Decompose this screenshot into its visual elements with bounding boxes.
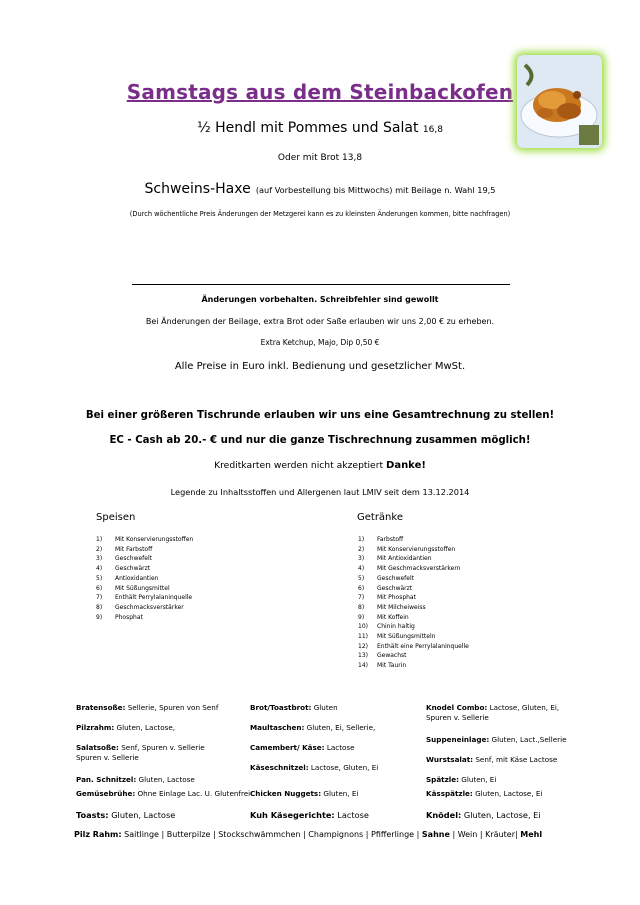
allergen-dish: Spätzle: xyxy=(426,775,460,784)
allergen-dish: Camembert/ Käse: xyxy=(250,743,325,752)
haxe-note: (auf Vorbestellung bis Mittwochs) mit Beilage n. Wahl 19,5 xyxy=(255,185,496,195)
speisen-legend-item xyxy=(96,574,193,584)
getraenke-legend-item xyxy=(358,564,469,574)
allergen-entry xyxy=(250,763,378,773)
allergen-value: Gluten, Lactose, xyxy=(114,723,176,732)
allergen-entry xyxy=(76,723,175,733)
allergen-entry xyxy=(250,723,375,733)
allergen-value: Sellerie, Spuren von Senf xyxy=(125,703,219,712)
credit-card-line xyxy=(0,460,640,471)
legend-text: Geschwefelt xyxy=(115,555,152,563)
legend-text: Mit Antioxidantien xyxy=(377,555,432,563)
group-bill-note: Bei einer größeren Tischrunde erlauben wir uns eine Gesamtrechnung zu stellen! xyxy=(85,410,555,421)
legend-number: 1) xyxy=(358,536,365,543)
legend-number: 7) xyxy=(96,594,103,602)
getraenke-legend-item xyxy=(358,545,469,555)
getraenke-legend-item xyxy=(358,584,469,594)
price-note: (Durch wöchentliche Preis Änderungen der Metzgerei kann es zu kleinsten Änderungen kommen, bitte nachfragen) xyxy=(129,210,511,218)
allergen-dish: Salatsoße: xyxy=(76,743,119,752)
changes-note: Änderungen vorbehalten. Schreibfehler sind gewollt xyxy=(201,295,439,304)
legend-number: 8) xyxy=(96,603,103,611)
legend-number: 5) xyxy=(96,574,103,582)
allergen-entry xyxy=(426,735,567,745)
legend-number: 7) xyxy=(358,594,365,602)
allergen-value: Ohne Einlage Lac. U. Glutenfrei xyxy=(135,789,251,798)
legend-text: Geschwärzt xyxy=(377,584,413,592)
legend-text: Geschwärzt xyxy=(115,565,151,573)
prices-incl-note: Alle Preise in Euro inkl. Bedienung und gesetzlicher MwSt. xyxy=(174,361,466,372)
legend-text: Antioxidantien xyxy=(115,574,159,582)
legend-text: Gewachst xyxy=(377,652,407,660)
allergen-entry xyxy=(250,789,358,799)
legend-title: Legende zu Inhaltsstoffen und Allergenen laut LMIV seit dem 13.12.2014 xyxy=(170,487,470,497)
divider xyxy=(132,284,510,285)
legend-text: Enthält Perrylalaninquelle xyxy=(115,594,193,602)
allergen-entry xyxy=(426,789,542,799)
getraenke-legend-item xyxy=(358,661,469,671)
allergen-value: Gluten, Ei xyxy=(321,789,359,798)
allergen-dish: Gemüsebrühe: xyxy=(76,789,136,798)
speisen-legend-item xyxy=(96,554,193,564)
allergen-entry xyxy=(426,703,559,723)
legend-text: Geschmacksverstärker xyxy=(115,603,184,611)
getraenke-legend-item xyxy=(358,622,469,632)
allergen-dish: Brot/Toastbrot: xyxy=(250,703,312,712)
allergen-value: Gluten, Lactose, Ei xyxy=(472,789,543,798)
allergen-entry xyxy=(250,810,369,820)
allergen-dish: Knodel Combo: xyxy=(426,703,488,712)
legend-number: 9) xyxy=(96,613,103,621)
legend-text: Mit Konservierungsstoffen xyxy=(115,536,194,543)
getraenke-legend-item xyxy=(358,554,469,564)
allergen-value: Senf, mit Käse Lactose xyxy=(473,755,558,764)
pilz-sahne: Sahne xyxy=(421,830,450,839)
pilz-rahm-line: Pilz Rahm: Saitlinge | Butterpilze | Stockschwämmchen | Champignons | Pfifferlinge | Sahne | Wein | Kräuter| Mehl xyxy=(74,830,543,839)
allergen-value-line2: Spuren v. Sellerie xyxy=(426,713,489,722)
haxe-label: Schweins-Haxe xyxy=(144,181,251,197)
legend-text: Enthält eine Perrylalaninquelle xyxy=(377,642,469,650)
legend-number: 4) xyxy=(358,565,365,573)
allergen-entry xyxy=(76,743,205,763)
legend-number: 3) xyxy=(358,555,365,563)
getraenke-legend-item xyxy=(358,632,469,642)
speisen-legend-item xyxy=(96,593,193,603)
getraenke-legend-item xyxy=(358,613,469,623)
legend-text: Geschwefelt xyxy=(377,574,414,582)
allergen-entry xyxy=(426,810,541,820)
getraenke-legend-item xyxy=(358,574,469,584)
hendl-line xyxy=(0,120,640,136)
speisen-legend-item xyxy=(96,545,193,555)
legend-number: 2) xyxy=(358,545,365,553)
allergen-value: Gluten, Lactose xyxy=(108,810,176,820)
allergen-dish: Pilzrahm: xyxy=(76,723,115,732)
getraenke-legend-item xyxy=(358,603,469,613)
legend-number: 8) xyxy=(358,603,365,611)
legend-number: 3) xyxy=(96,555,103,563)
allergen-entry xyxy=(426,755,557,765)
pilz-mehl: Mehl xyxy=(520,830,543,839)
allergen-value: Senf, Spuren v. Sellerie xyxy=(118,743,205,752)
allergen-entry xyxy=(250,743,355,753)
legend-text: Mit Taurin xyxy=(377,662,407,670)
allergen-dish: Knödel: xyxy=(426,810,462,820)
legend-number: 1) xyxy=(96,536,103,543)
page-title: Samstags aus dem Steinbackofen xyxy=(126,80,514,104)
getraenke-legend-list xyxy=(358,535,469,671)
speisen-legend-list xyxy=(96,535,193,622)
getraenke-legend-item xyxy=(358,535,469,545)
allergen-dish: Käseschnitzel: xyxy=(250,763,309,772)
allergen-entry xyxy=(76,703,218,713)
allergen-value: Gluten, Lact.,Sellerie xyxy=(489,735,567,744)
allergen-dish: Kuh Käsegerichte: xyxy=(250,810,335,820)
extras-note: Extra Ketchup, Majo, Dip 0,50 € xyxy=(260,338,380,347)
thanks-text: Danke! xyxy=(386,460,426,471)
pilz-rahm-parts: Saitlinge | Butterpilze | Stockschwämmchen | Champignons | Pfifferlinge xyxy=(124,830,415,839)
allergen-value: Gluten, Ei, Sellerie, xyxy=(304,723,376,732)
speisen-legend-item xyxy=(96,564,193,574)
hendl-price: 16,8 xyxy=(422,125,443,135)
legend-number: 5) xyxy=(358,574,365,582)
legend-text: Mit Süßungsmittel xyxy=(115,584,170,592)
extra-charge-note: Bei Änderungen der Beilage, extra Brot oder Saße erlauben wir uns 2,00 € zu erheben. xyxy=(145,317,495,326)
allergen-dish: Bratensoße: xyxy=(76,703,126,712)
legend-text: Mit Phosphat xyxy=(377,594,416,602)
legend-number: 6) xyxy=(358,584,365,592)
speisen-heading: Speisen xyxy=(96,512,136,523)
getraenke-legend-item xyxy=(358,651,469,661)
speisen-legend-item xyxy=(96,535,193,545)
allergen-value: Lactose, Gluten, Ei xyxy=(308,763,379,772)
ec-cash-note: EC - Cash ab 20.- € und nur die ganze Tischrechnung zusammen möglich! xyxy=(109,435,531,446)
allergen-entry xyxy=(76,775,195,785)
allergen-value: Gluten, Lactose xyxy=(136,775,195,784)
pilz-wein: Wein xyxy=(457,830,478,839)
allergen-entry xyxy=(426,775,496,785)
legend-number: 6) xyxy=(96,584,103,592)
legend-number: 13) xyxy=(358,652,368,660)
allergen-value: Gluten, Lactose, Ei xyxy=(461,810,541,820)
legend-text: Mit Süßungsmitteln xyxy=(377,633,436,641)
legend-text: Mit Konservierungsstoffen xyxy=(377,545,456,553)
legend-number: 2) xyxy=(96,545,103,553)
allergen-value-line2: Spuren v. Sellerie xyxy=(76,753,139,762)
pilz-rahm-name: Pilz Rahm: xyxy=(74,830,122,839)
legend-text: Mit Koffein xyxy=(377,613,409,621)
legend-text: Phosphat xyxy=(115,613,143,621)
allergen-dish: Chicken Nuggets: xyxy=(250,789,322,798)
allergen-value: Lactose, Gluten, Ei, xyxy=(487,703,560,712)
allergen-dish: Wurstsalat: xyxy=(426,755,474,764)
legend-number: 4) xyxy=(96,565,103,573)
legend-number: 12) xyxy=(358,642,368,650)
allergen-entry xyxy=(76,789,250,799)
haxe-line xyxy=(0,178,640,197)
allergen-dish: Pan. Schnitzel: xyxy=(76,775,137,784)
getraenke-legend-item xyxy=(358,642,469,652)
allergen-entry xyxy=(250,703,338,713)
brot-option: Oder mit Brot 13,8 xyxy=(277,153,363,163)
allergen-dish: Maultaschen: xyxy=(250,723,305,732)
speisen-legend-item xyxy=(96,613,193,623)
legend-text: Chinin haltig xyxy=(377,623,415,631)
allergen-dish: Toasts: xyxy=(76,810,109,820)
allergen-value: Gluten, Ei xyxy=(459,775,497,784)
allergen-value: Gluten xyxy=(311,703,338,712)
getraenke-legend-item xyxy=(358,593,469,603)
legend-number: 9) xyxy=(358,613,365,621)
legend-number: 11) xyxy=(358,633,368,641)
pilz-kraeuter: Kräuter xyxy=(485,830,515,839)
allergen-value: Lactose xyxy=(324,743,355,752)
getraenke-heading: Getränke xyxy=(357,512,403,523)
legend-number: 14) xyxy=(358,662,368,670)
hendl-label: ½ Hendl mit Pommes und Salat xyxy=(197,120,419,136)
legend-text: Mit Milcheiweiss xyxy=(377,603,426,611)
speisen-legend-item xyxy=(96,603,193,613)
legend-number: 10) xyxy=(358,623,368,631)
speisen-legend-item xyxy=(96,584,193,594)
legend-text: Farbstoff xyxy=(377,536,404,543)
legend-text: Mit Farbstoff xyxy=(115,545,153,553)
legend-text: Mit Geschmacksverstärkern xyxy=(377,565,461,573)
allergen-dish: Kässpätzle: xyxy=(426,789,473,798)
allergen-value: Lactose xyxy=(334,810,369,820)
allergen-dish: Suppeneinlage: xyxy=(426,735,490,744)
allergen-entry xyxy=(76,810,175,820)
credit-cards-note: Kreditkarten werden nicht akzeptiert xyxy=(214,460,384,471)
